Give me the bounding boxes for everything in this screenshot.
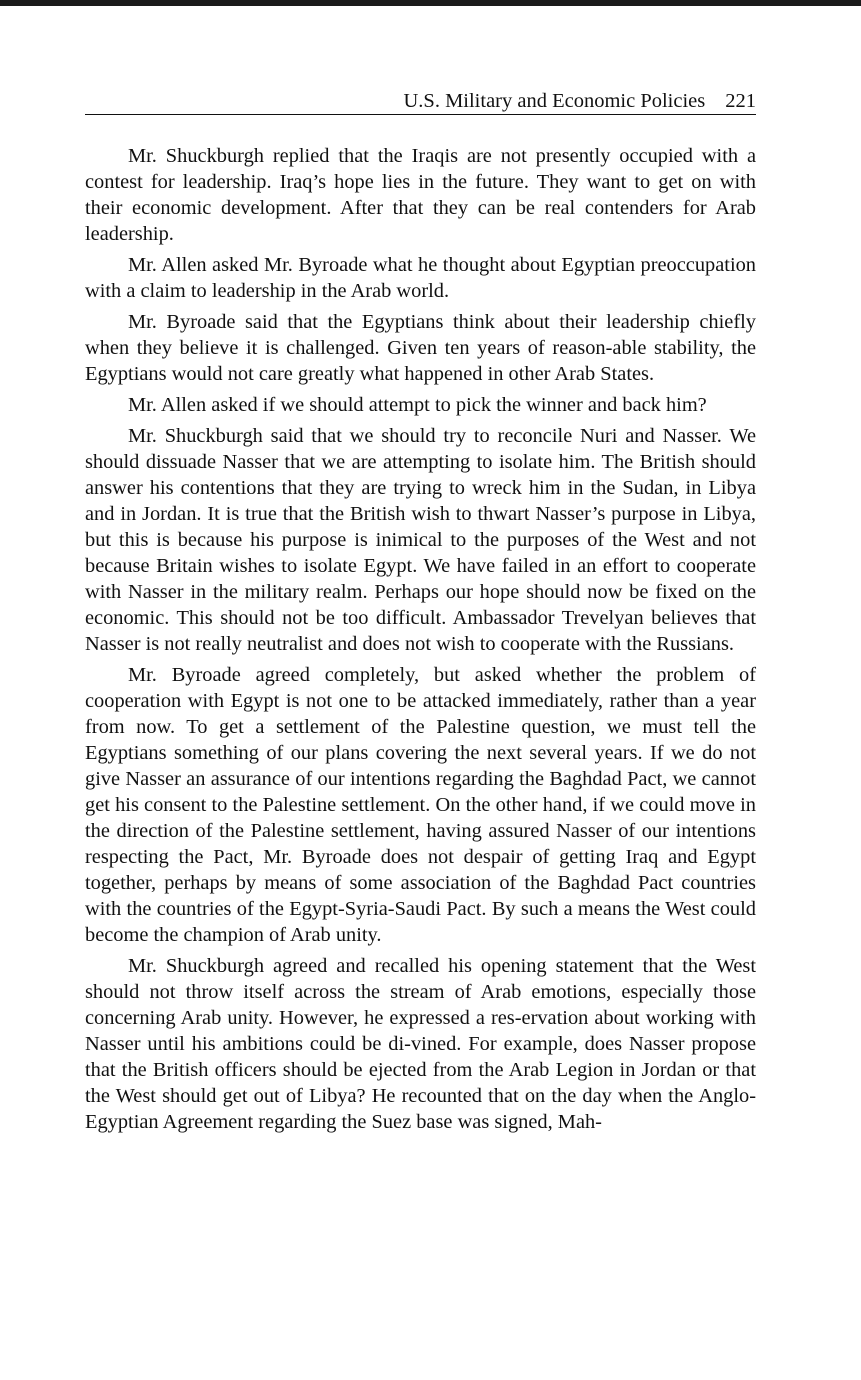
paragraph: Mr. Allen asked if we should attempt to pick the winner and back him? bbox=[128, 394, 707, 416]
paragraph: Mr. Byroade agreed completely, but asked whether the problem of cooperation with Egypt is not one to be attacked immediately, rather than a year from now. To get a settlement of the Palestine question, we must tell the Egyptians something of our plans covering the next several years. If we do not give Nasser an assurance of our intentions regarding the Baghdad Pact, we cannot get his consent to the Palestine settlement. On the other hand, if we could move in the direction of the Palestine settlement, having assured Nasser of our intentions respecting the Pact, Mr. Byroade does not despair of getting Iraq and Egypt together, perhaps by means of some association of the Baghdad Pact countries with the countries of the Egypt-Syria-Saudi Pact. By such a means the West could become the champion of Arab unity. bbox=[85, 664, 756, 946]
page-number: 221 bbox=[725, 90, 756, 112]
body-text bbox=[85, 143, 756, 1135]
running-title: U.S. Military and Economic Policies bbox=[403, 90, 706, 112]
paragraph: Mr. Shuckburgh replied that the Iraqis are not presently occupied with a contest for leadership. Iraq’s hope lies in the future. They want to get on with their economic development. After that they can be real contenders for Arab leadership. bbox=[85, 145, 756, 245]
paragraph: Mr. Shuckburgh said that we should try to reconcile Nuri and Nasser. We should dissuade Nasser that we are attempting to isolate him. The British should answer his contentions that they are trying to wreck him in the Sudan, in Libya and in Jordan. It is true that the British wish to thwart Nasser’s purpose in Libya, but this is because his purpose is inimical to the purposes of the West and not because Britain wishes to isolate Egypt. We have failed in an effort to cooperate with Nasser in the military realm. Perhaps our hope should now be fixed on the economic. This should not be too difficult. Ambassador Trevelyan believes that Nasser is not really neutralist and does not wish to cooperate with the Russians. bbox=[85, 425, 756, 655]
paragraph: Mr. Allen asked Mr. Byroade what he thought about Egyptian preoccupation with a claim to leadership in the Arab world. bbox=[85, 254, 756, 302]
book-page bbox=[85, 88, 756, 1140]
top-border-rule bbox=[0, 0, 861, 6]
running-head bbox=[85, 88, 756, 115]
paragraph: Mr. Byroade said that the Egyptians think about their leadership chiefly when they believe it is challenged. Given ten years of reason-able stability, the Egyptians would not care greatly what happened in other Arab States. bbox=[85, 311, 756, 385]
paragraph: Mr. Shuckburgh agreed and recalled his opening statement that the West should not throw itself across the stream of Arab emotions, especially those concerning Arab unity. However, he expressed a res-ervation about working with Nasser until his ambitions could be di-vined. For example, does Nasser propose that the British officers should be ejected from the Arab Legion in Jordan or that the West should get out of Libya? He recounted that on the day when the Anglo-Egyptian Agreement regarding the Suez base was signed, Mah- bbox=[85, 955, 756, 1133]
